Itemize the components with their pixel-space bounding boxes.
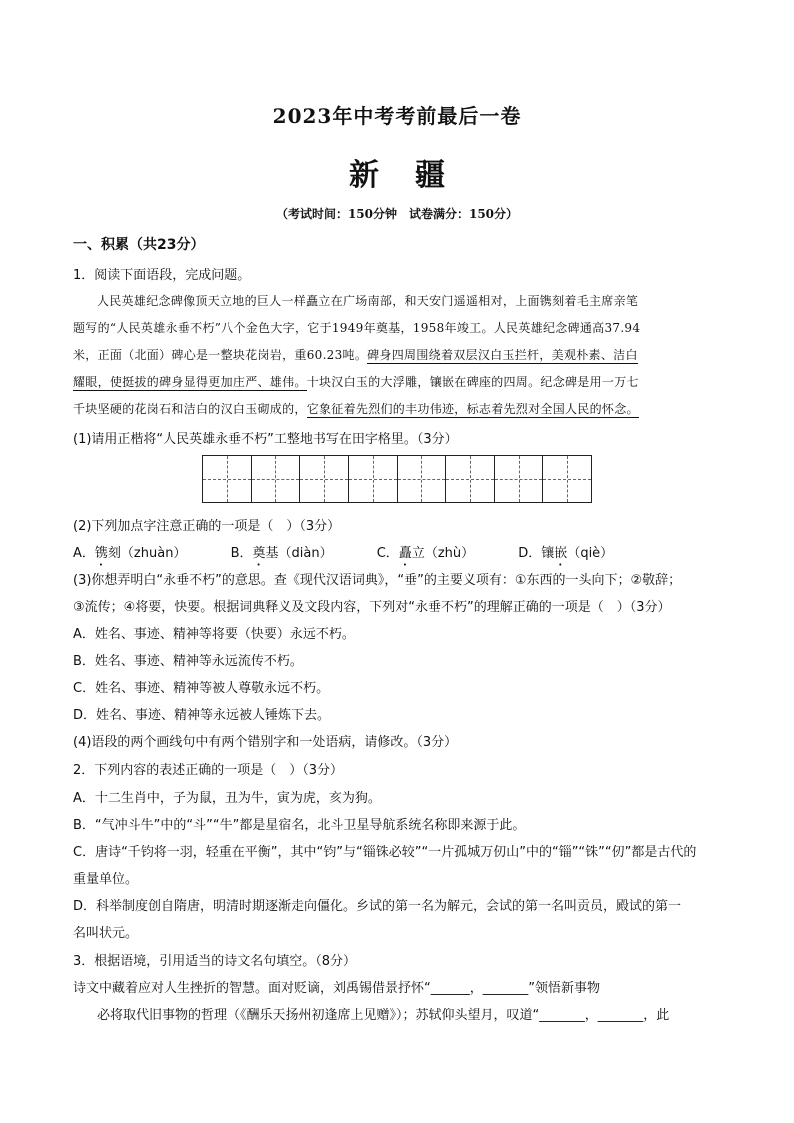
exam-meta: （考试时间：150分钟 试卷满分：150分）: [275, 207, 519, 221]
grid-cell[interactable]: [446, 456, 495, 502]
option-d-text: （qiè）: [567, 546, 614, 561]
passage-text: 千块坚硬的花岗石和洁白的汉白玉砌成的，: [73, 402, 307, 416]
question-3-stem: 3．根据语境，引用适当的诗文名句填空。（8分）: [73, 954, 357, 969]
passage-line-3: [73, 346, 725, 363]
question-2-option-d[interactable]: D．科举制度创自隋唐，明清时期逐渐走向僵化。乡试的第一名为解元，会试的第一名叫贡员，殿试的第一: [73, 899, 682, 914]
grid-cell[interactable]: [203, 456, 252, 502]
option-b-text: 基（diàn）: [265, 546, 333, 561]
sub-question-4: (4)语段的两个画线句中有两个错别字和一处语病，请修改。（3分）: [73, 735, 458, 750]
question-2-option-a[interactable]: A．十二生肖中，子为鼠，丑为牛，寅为虎，亥为狗。: [73, 791, 381, 806]
passage-line-2: 题写的“人民英雄永垂不朽”八个金色大字，它于1949年奠基，1958年竣工。人民英雄纪念碑通高37.94: [73, 321, 641, 335]
grid-cell[interactable]: [543, 456, 591, 502]
option-c-text: 立（zhù）: [411, 546, 475, 561]
option-b-letter: B．: [230, 546, 253, 561]
region-title: [0, 150, 794, 194]
question-2-option-c[interactable]: C．唐诗“千钧将一羽，轻重在平衡”，其中“钧”与“锱铢必较”“一片孤城万仞山”中的“锱”“铢”“仞”都是古代的: [73, 845, 697, 860]
sub-question-2: (2)下列加点字注意正确的一项是（ ）（3分）: [73, 519, 341, 534]
tianzige-writing-grid[interactable]: [202, 455, 592, 503]
passage-text: 十块汉白玉的大浮雕，镶嵌在碑座的四周。纪念碑是用一万七: [306, 375, 639, 389]
sub-question-3-option-c[interactable]: C．姓名、事迹、精神等被人尊敬永远不朽。: [73, 681, 330, 696]
section-heading: 一、积累（共23分）: [73, 237, 205, 253]
question-2-option-c-cont: 重量单位。: [73, 872, 139, 887]
question-2-stem: 2．下列内容的表述正确的一项是（ ）（3分）: [73, 763, 344, 778]
dotted-char: 嵌: [554, 546, 568, 561]
passage-line-5: [73, 400, 725, 417]
option-a-text: 刻（zhuàn）: [107, 546, 187, 561]
option-a[interactable]: [73, 542, 186, 569]
sub-question-1: (1)请用正楷将“人民英雄永垂不朽”工整地书写在田字格里。（3分）: [73, 432, 458, 447]
question-3-line-1: 诗文中藏着应对人生挫折的智慧。面对贬谪，刘禹锡借景抒怀“______，_______”领悟新事物: [73, 981, 600, 996]
region-char-2: 疆: [415, 158, 445, 193]
question-3-line-2: 必将取代旧事物的哲理（《酬乐天扬州初逢席上见赠》）；苏轼仰头望月，叹道“_______，_______，此: [97, 1008, 670, 1023]
passage-text: 米，正面（北面）碑心是一整块花岗岩，重60.23吨。: [73, 348, 368, 362]
exam-title: 2023年中考考前最后一卷: [272, 104, 522, 128]
sub-question-3-option-d[interactable]: D．姓名、事迹、精神等永远被人锤炼下去。: [73, 708, 331, 723]
passage-line-4: [73, 373, 725, 390]
grid-cell[interactable]: [300, 456, 349, 502]
question-2-option-b[interactable]: B．“气冲斗牛”中的“斗”“牛”都是星宿名，北斗卫星导航系统名称即来源于此。: [73, 818, 526, 833]
option-c-letter: C．: [376, 546, 399, 561]
underlined-sentence-1: 碑身四周围绕着双层汉白玉拦杆，美观朴素、洁白: [367, 348, 638, 362]
question-1-stem: 1．阅读下面语段，完成问题。: [73, 268, 251, 283]
dotted-char: 奠: [252, 546, 266, 561]
option-b[interactable]: [231, 542, 333, 569]
question-2-option-d-cont: 名叫状元。: [73, 926, 139, 941]
option-d-letter: D．镶: [518, 546, 555, 561]
underlined-sentence-2: 它象征着先烈们的丰功伟迹，标志着先烈对全国人民的怀念。: [306, 402, 639, 416]
sub-question-3-option-a[interactable]: A．姓名、事迹、精神等将要（快要）永远不朽。: [73, 627, 355, 642]
dotted-char: 镌: [94, 546, 108, 561]
sub-question-2-options: [73, 542, 725, 569]
sub-question-3-line-1: (3)你想弄明白“永垂不朽”的意思。查《现代汉语词典》，“垂”的主要义项有：①东西的一头向下；②敬辞；: [73, 573, 682, 588]
region-char-1: 新: [349, 158, 379, 193]
grid-cell[interactable]: [495, 456, 544, 502]
grid-cell[interactable]: [252, 456, 301, 502]
grid-cell[interactable]: [349, 456, 398, 502]
underlined-sentence-1-cont: 耀眼，使挺拔的碑身显得更加庄严、雄伟。: [73, 375, 307, 389]
grid-cell[interactable]: [398, 456, 447, 502]
sub-question-3-line-2: ③流传；④将要，快要。根据词典释义及文段内容，下列对“永垂不朽”的理解正确的一项是（ ）（3分）: [73, 600, 671, 615]
option-d[interactable]: [518, 542, 613, 569]
sub-question-3-option-b[interactable]: B．姓名、事迹、精神等永远流传不朽。: [73, 654, 303, 669]
option-a-letter: A．: [73, 546, 95, 561]
option-c[interactable]: [377, 542, 474, 569]
dotted-char: 矗: [398, 546, 412, 561]
passage-line-1: 人民英雄纪念碑像顶天立地的巨人一样矗立在广场南部，和天安门遥遥相对，上面镌刻着毛主席亲笔: [97, 294, 639, 308]
